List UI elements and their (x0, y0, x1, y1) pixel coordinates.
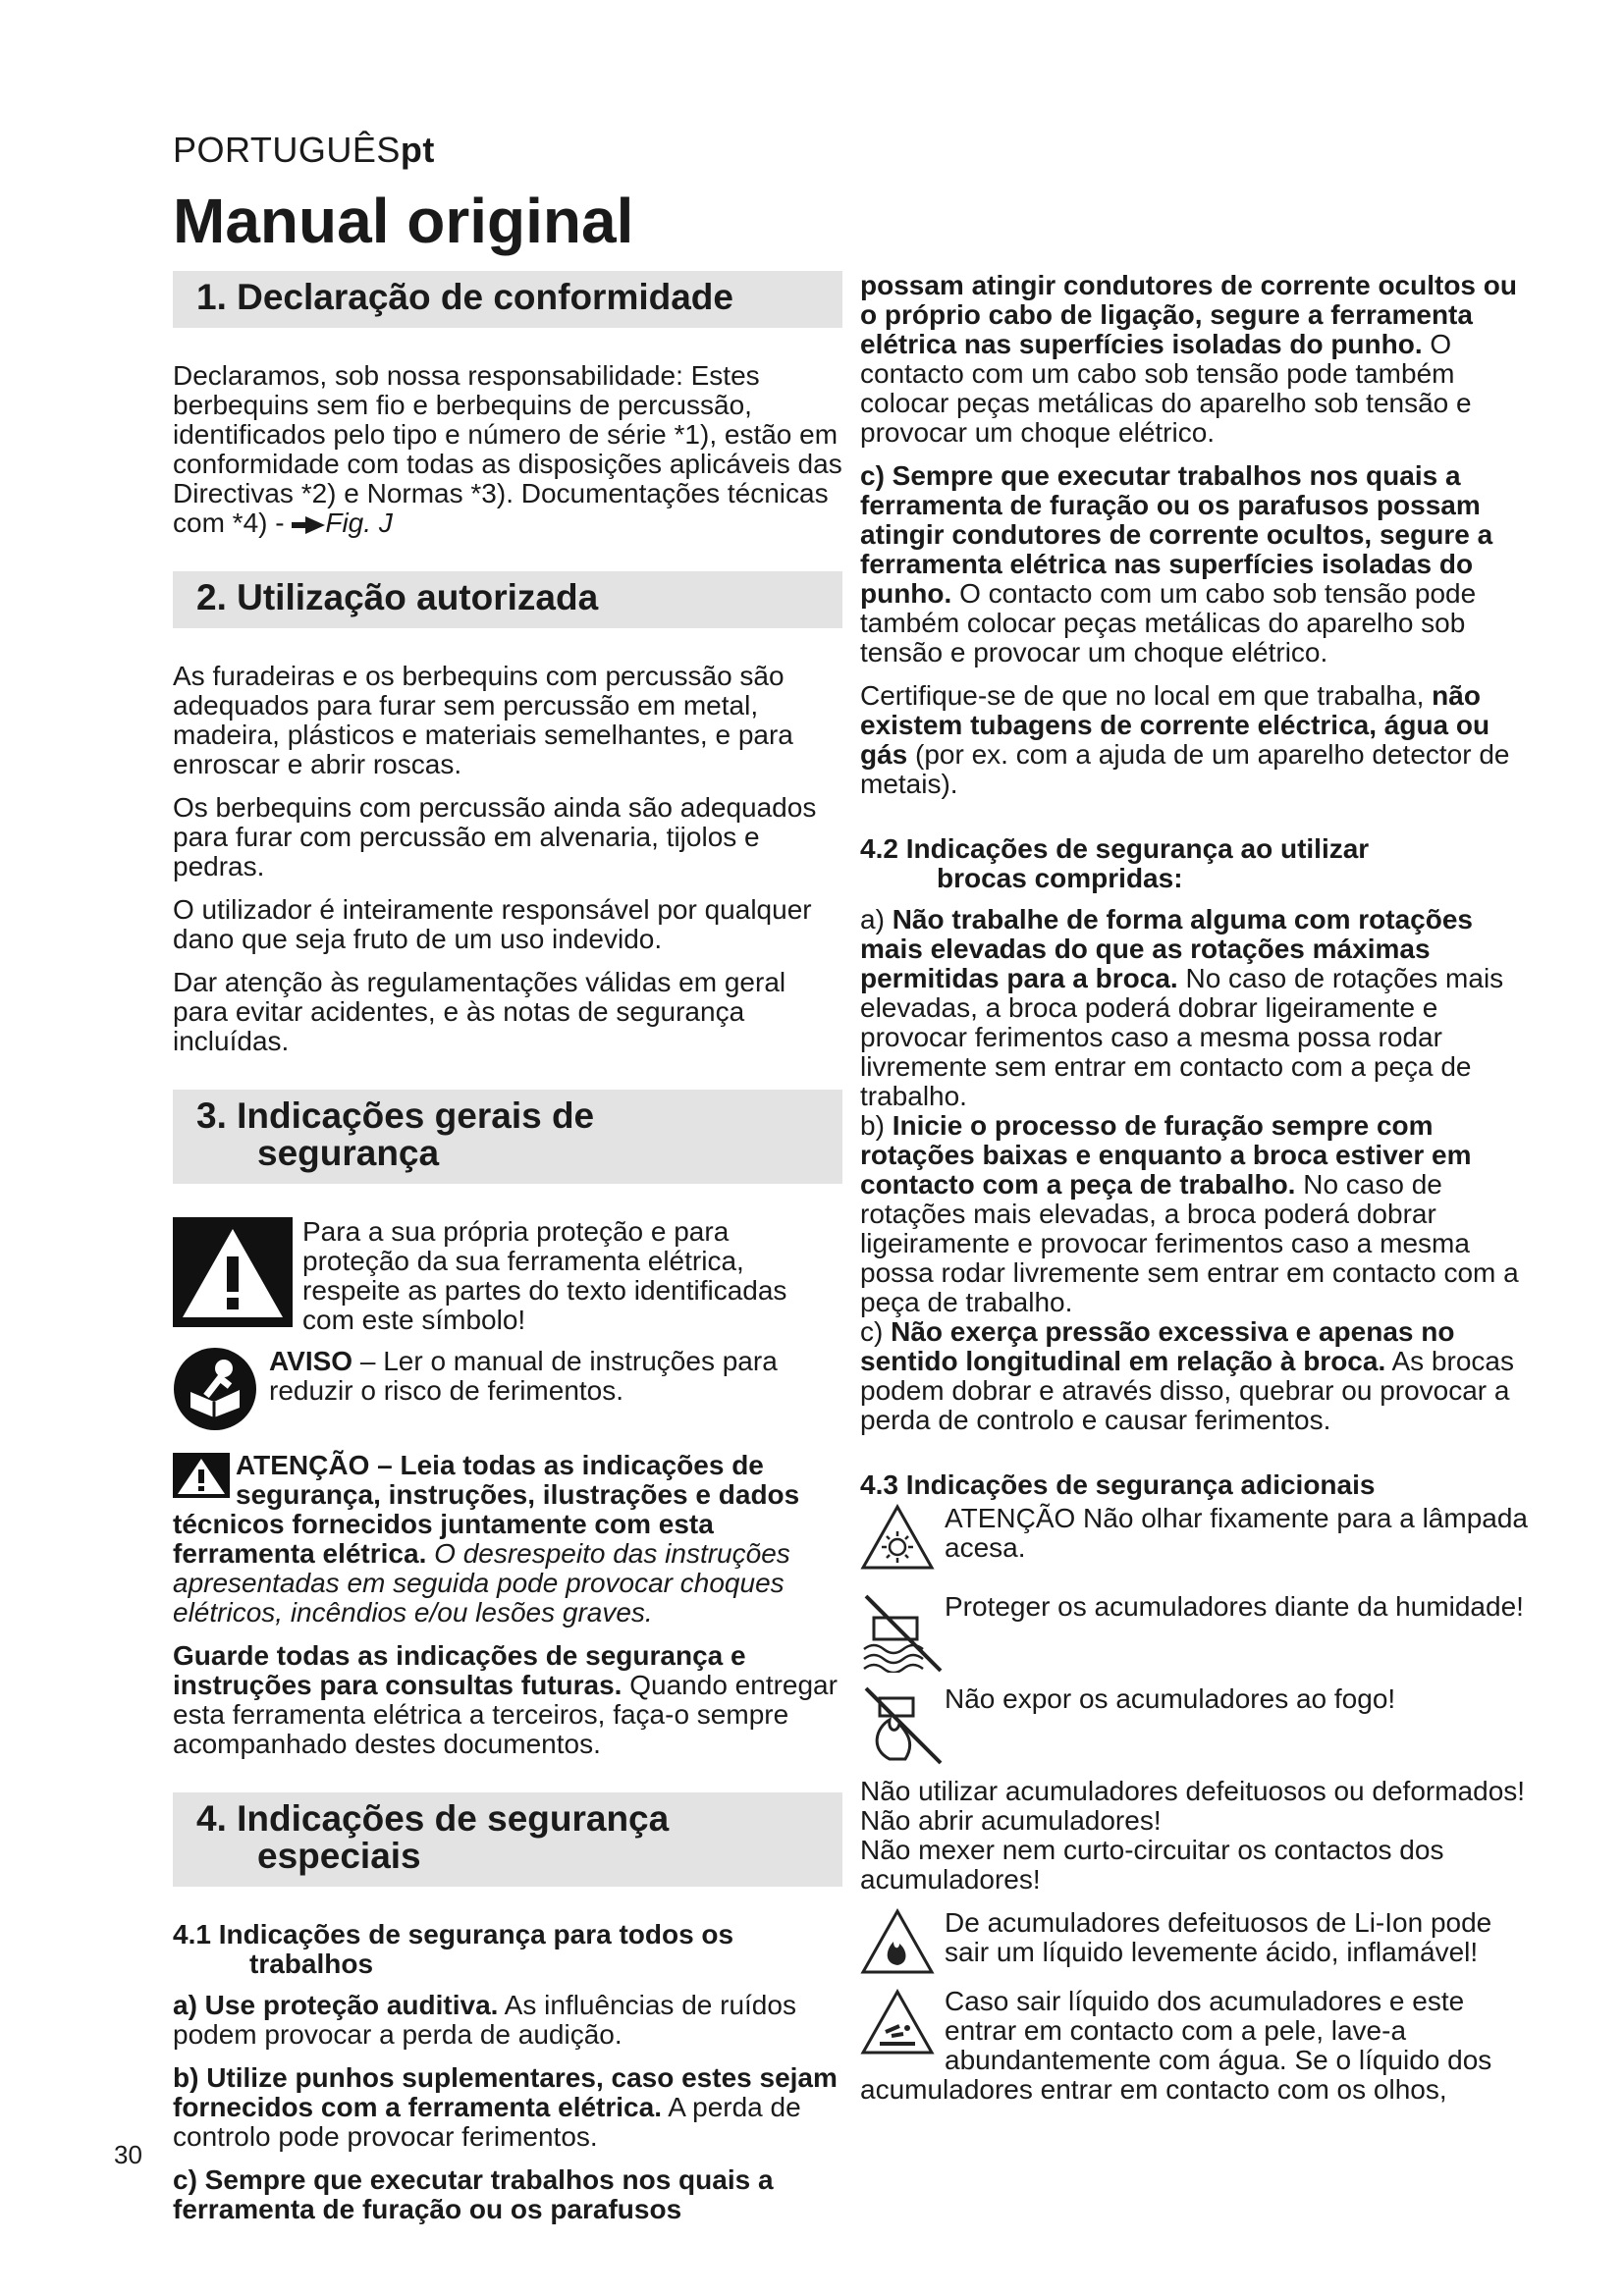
section-4-heading: 4. Indicações de segurança especiais (173, 1792, 842, 1887)
warning-symbol-block (173, 1217, 842, 1335)
item-b-handles: b) Utilize punhos suplementares, caso estes sejam fornecidos com a ferramenta elétrica. A perda de controlo pode provocar ferimentos. (173, 2062, 838, 2152)
section-3-heading: 3. Indicações gerais de segurança (173, 1090, 842, 1184)
fire-block (860, 1684, 1528, 1765)
section-2-heading: 2. Utilização autorizada (173, 571, 842, 628)
liion-text: De acumuladores defeituosos de Li-Ion pode sair um líquido levemente ácido, inflamável! (945, 1907, 1492, 1967)
section-1-heading: 1. Declaração de conformidade (173, 271, 842, 328)
symbol-explanation: Para a sua própria proteção e para proteção da sua ferramenta elétrica, respeite as partes do texto identificadas com este símbolo! (302, 1216, 787, 1335)
no-humidity-icon (860, 1592, 943, 1673)
item-c-continued: possam atingir condutores de corrente ocultos ou o próprio cabo de ligação, segure a ferramenta elétrica nas superfícies isoladas do punho. O contacto com um cabo sob tensão pode também colocar peças metálicas do aparelho sob tensão e provocar um choque elétrico. (860, 270, 1517, 448)
guarde-paragraph: Guarde todas as indicações de segurança e instruções para consultas futuras. Quando entregar esta ferramenta elétrica a terceiros, faça-o sempre acompanhado destes documentos. (173, 1640, 838, 1759)
usage-paragraph-1: As furadeiras e os berbequins com percussão são adequados para furar sem percussão em metal, madeira, plásticos e materiais semelhantes, e para enroscar e abrir roscas. (173, 661, 793, 779)
subsection-4-2-heading: 4.2 Indicações de segurança ao utilizar brocas compridas: (860, 833, 1370, 893)
subsection-4-3-heading: 4.3 Indicações de segurança adicionais (860, 1469, 1376, 1500)
page-title: Manual original (173, 186, 634, 256)
item-b-4-2: b) Inicie o processo de furação sempre com rotações baixas e enquanto a broca estiver em contacto com a peça de trabalho. No caso de rotações mais elevadas, a broca poderá dobrar ligeiramente e provocar ferimentos caso a mesma possa rodar livremente sem entrar em contacto com a peça de trabalho. (860, 1110, 1519, 1317)
language-header: PORTUGUÊSpt (173, 130, 435, 170)
defect-text: Não utilizar acumuladores defeituosos ou deformados! (860, 1776, 1526, 1806)
warning-triangle-icon (173, 1217, 293, 1327)
subsection-4-1-heading: 4.1 Indicações de segurança para todos os trabalhos (173, 1919, 734, 1979)
liion-block (860, 1908, 1528, 1975)
no-fire-icon (860, 1684, 943, 1765)
page-number: 30 (114, 2140, 142, 2169)
humidity-text: Proteger os acumuladores diante da humidade! (945, 1591, 1524, 1622)
usage-paragraph-3: O utilizador é inteiramente responsável por qualquer dano que seja fruto de um uso indevido. (173, 894, 812, 954)
liquid-text: Caso sair líquido dos acumuladores e este entrar em contacto com a pele, lave-a abundantemente com água. Se o líquido dos acumuladores entrar em contacto com os olhos, (860, 1986, 1492, 2105)
humidity-block (860, 1592, 1528, 1673)
fire-text: Não expor os acumuladores ao fogo! (945, 1683, 1396, 1714)
item-c-start: c) Sempre que executar trabalhos nos quais a ferramenta de furação ou os parafusos (173, 2164, 774, 2224)
item-a-4-2: a) Não trabalhe de forma alguma com rotações mais elevadas do que as rotações máximas permitidas para a broca. No caso de rotações mais elevadas, a broca poderá dobrar ligeiramente e provocar ferimentos caso a mesma possa rodar livremente sem entrar em contacto com a peça de trabalho. (860, 904, 1504, 1111)
noshort-text: Não mexer nem curto-circuitar os contactos dos acumuladores! (860, 1835, 1444, 1895)
right-column (860, 271, 1528, 2118)
aviso-text: AVISO – Ler o manual de instruções para reduzir o risco de ferimentos. (269, 1346, 778, 1406)
item-a-hearing: a) Use proteção auditiva. As influências de ruídos podem provocar a perda de audição. (173, 1990, 796, 2050)
noopen-text: Não abrir acumuladores! (860, 1805, 1162, 1836)
atencao-paragraph: ATENÇÃO – Leia todas as indicações de segurança, instruções, ilustrações e dados técnicos fornecidos juntamente com esta ferramenta elétrica. O desrespeito das instruções apresentadas em seguida pode provocar choques elétricos, incêndios e/ou lesões graves. (173, 1450, 800, 1628)
lamp-warning-block (860, 1504, 1528, 1571)
declaration-text: Declaramos, sob nossa responsabilidade: Estes berbequins sem fio e berbequins de percussão, identificados pelo tipo e número de série *1), estão em conformidade com todas as disposições aplicáveis das Directivas *2) e Normas *3). Documentações técnicas com *4) - Fig. J (173, 360, 842, 538)
flammable-warning-icon (860, 1908, 935, 1975)
usage-paragraph-4: Dar atenção às regulamentações válidas em geral para evitar acidentes, e às notas de segurança incluídas. (173, 967, 786, 1056)
fig-arrow-icon (292, 516, 325, 534)
lamp-warning-icon (860, 1504, 935, 1571)
read-manual-icon (173, 1347, 257, 1431)
corrosive-warning-icon (860, 1989, 935, 2056)
left-column (173, 271, 842, 2238)
aviso-block (173, 1347, 842, 1431)
lamp-warning-text: ATENÇÃO Não olhar fixamente para a lâmpada acesa. (945, 1503, 1528, 1563)
warning-triangle-small-icon (173, 1453, 230, 1498)
item-c2-paragraph: c) Sempre que executar trabalhos nos quais a ferramenta de furação ou os parafusos possam atingir condutores de corrente ocultos, segure a ferramenta elétrica nas superfícies isoladas do punho. O contacto com um cabo sob tensão pode também colocar peças metálicas do aparelho sob tensão e provocar um choque elétrico. (860, 460, 1493, 667)
usage-paragraph-2: Os berbequins com percussão ainda são adequados para furar com percussão em alvenaria, tijolos e pedras. (173, 792, 817, 881)
certify-paragraph: Certifique-se de que no local em que trabalha, não existem tubagens de corrente eléctrica, água ou gás (por ex. com a ajuda de um aparelho detector de metais). (860, 680, 1510, 799)
item-c-4-2: c) Não exerça pressão excessiva e apenas no sentido longitudinal em relação à broca. As brocas podem dobrar e através disso, quebrar ou provocar a perda de controlo e causar ferimentos. (860, 1316, 1514, 1435)
